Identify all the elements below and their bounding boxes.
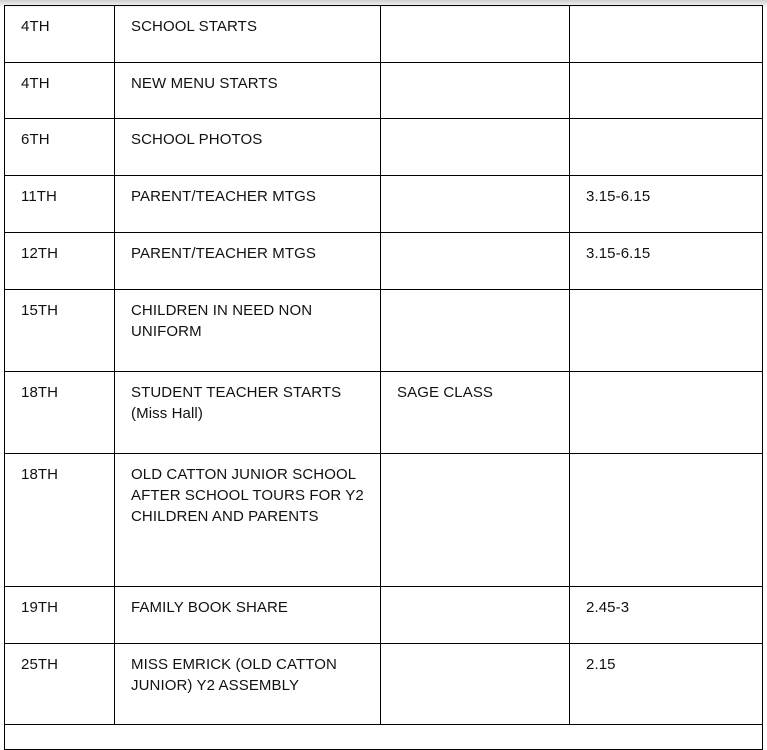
date-cell: 4TH (5, 6, 115, 63)
date-cell: 18TH (5, 454, 115, 587)
date-cell: 18TH (5, 372, 115, 454)
event-cell: CHILDREN IN NEED NON UNIFORM (115, 290, 381, 372)
table-row-partial (5, 725, 763, 750)
table-row (5, 63, 763, 119)
date-cell: 25TH (5, 644, 115, 725)
table-row (5, 372, 763, 454)
table-row (5, 119, 763, 176)
class-cell (381, 233, 570, 290)
event-cell: SCHOOL PHOTOS (115, 119, 381, 176)
time-cell (570, 6, 763, 63)
table-row (5, 587, 763, 644)
time-cell (570, 290, 763, 372)
partial-cell (5, 725, 763, 750)
class-cell (381, 290, 570, 372)
class-cell (381, 119, 570, 176)
class-cell (381, 6, 570, 63)
event-cell: STUDENT TEACHER STARTS (Miss Hall) (115, 372, 381, 454)
event-cell: OLD CATTON JUNIOR SCHOOL AFTER SCHOOL TOURS FOR Y2 CHILDREN AND PARENTS (115, 454, 381, 587)
date-cell: 6TH (5, 119, 115, 176)
date-cell: 15TH (5, 290, 115, 372)
time-cell (570, 119, 763, 176)
event-cell: SCHOOL STARTS (115, 6, 381, 63)
date-cell: 12TH (5, 233, 115, 290)
class-cell: SAGE CLASS (381, 372, 570, 454)
event-cell: FAMILY BOOK SHARE (115, 587, 381, 644)
class-cell (381, 587, 570, 644)
table-row (5, 233, 763, 290)
time-cell (570, 63, 763, 119)
table-row (5, 290, 763, 372)
class-cell (381, 63, 570, 119)
events-table (4, 5, 763, 750)
date-cell: 11TH (5, 176, 115, 233)
event-cell: MISS EMRICK (OLD CATTON JUNIOR) Y2 ASSEMBLY (115, 644, 381, 725)
time-cell (570, 454, 763, 587)
time-cell (570, 372, 763, 454)
table-row (5, 644, 763, 725)
table-row (5, 454, 763, 587)
class-cell (381, 176, 570, 233)
date-cell: 4TH (5, 63, 115, 119)
time-cell: 2.15 (570, 644, 763, 725)
time-cell: 2.45-3 (570, 587, 763, 644)
event-cell: NEW MENU STARTS (115, 63, 381, 119)
class-cell (381, 644, 570, 725)
time-cell: 3.15-6.15 (570, 176, 763, 233)
date-cell: 19TH (5, 587, 115, 644)
table-row (5, 6, 763, 63)
class-cell (381, 454, 570, 587)
event-cell: PARENT/TEACHER MTGS (115, 176, 381, 233)
time-cell: 3.15-6.15 (570, 233, 763, 290)
event-cell: PARENT/TEACHER MTGS (115, 233, 381, 290)
table-row (5, 176, 763, 233)
